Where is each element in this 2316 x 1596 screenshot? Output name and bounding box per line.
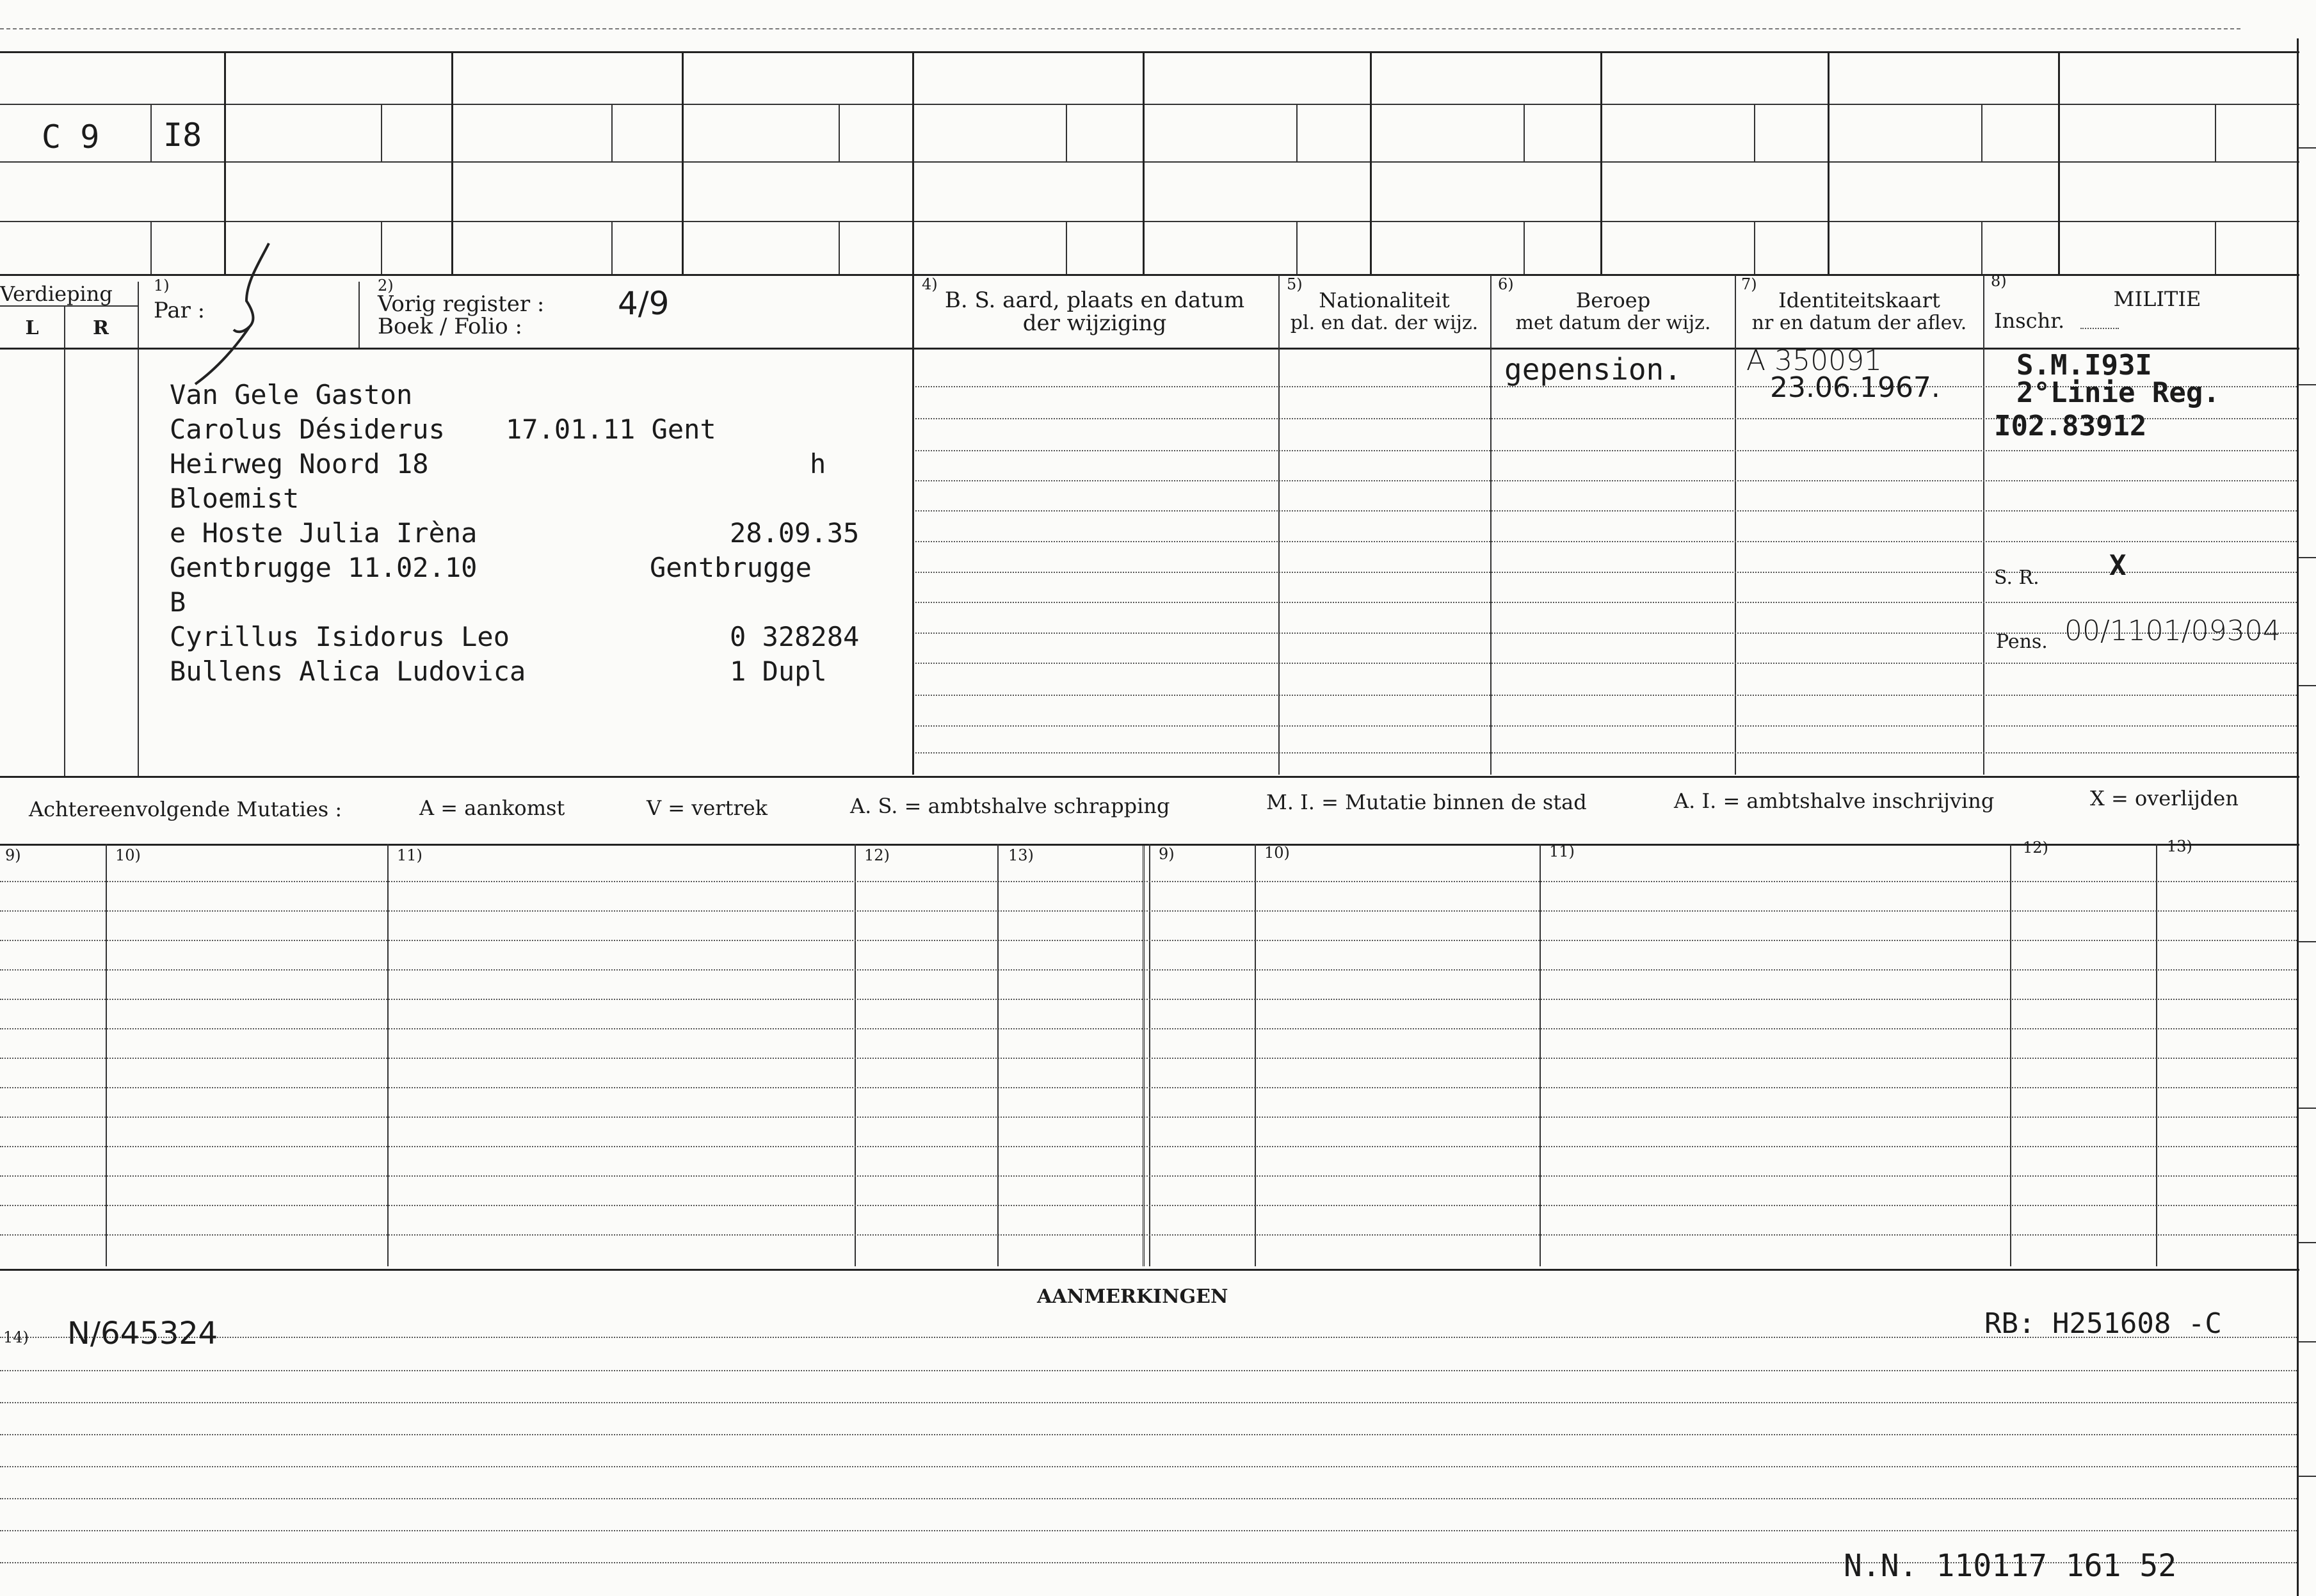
identiteit-header-line1: Identiteitskaart [1778, 288, 1940, 312]
nationaliteit-header-line2: pl. en dat. der wijz. [1290, 312, 1479, 334]
pens-value: 00/1101/09304 [2064, 615, 2281, 647]
marriage-place: Gentbrugge [650, 552, 812, 583]
reference-number: 0 328284 [730, 621, 860, 652]
person-birth-date-place: 17.01.11 Gent [506, 414, 716, 445]
verdieping-header: Verdieping [0, 282, 113, 306]
duplicate-note: 1 Dupl [730, 656, 827, 687]
mutation-col-9-left: 9) [5, 846, 21, 864]
legend-aankomst: A = aankomst [419, 796, 565, 820]
right-edge-ticks [2298, 0, 2316, 1596]
col-7-number: 7) [1741, 275, 1757, 293]
person-occupation: Bloemist [170, 483, 300, 514]
top-code-a: C 9 [42, 118, 100, 156]
militie-line3: I02.83912 [1994, 410, 2147, 442]
identiteit-header-line2: nr en datum der aflev. [1751, 312, 1967, 334]
rb-code: RB: H251608 -C [1984, 1307, 2222, 1340]
top-grid [0, 0, 2316, 275]
legend-vertrek: V = vertrek [647, 796, 768, 820]
aanmerkingen-rules [0, 1319, 2298, 1588]
aanmerkingen-title: AANMERKINGEN [1037, 1286, 1228, 1308]
marriage-date: 28.09.35 [730, 517, 860, 549]
legend-inschrijving: A. I. = ambtshalve inschrijving [1674, 789, 1995, 813]
national-number: N.N. 110117 161 52 [1844, 1548, 2177, 1584]
father-name: Cyrillus Isidorus Leo [170, 621, 510, 652]
mutation-col-10-right: 10) [1264, 844, 1290, 862]
inschr-label: Inschr. [1994, 309, 2065, 333]
spouse-name: e Hoste Julia Irèna [170, 517, 478, 549]
person-letter: B [170, 586, 186, 618]
legend-mutatie: M. I. = Mutatie binnen de stad [1266, 790, 1587, 814]
person-marker: h [810, 448, 826, 480]
mutation-col-10-left: 10) [115, 846, 141, 864]
mother-name: Bullens Alica Ludovica [170, 656, 526, 687]
nn-code: N/645324 [67, 1316, 218, 1351]
col-5-number: 5) [1287, 275, 1303, 293]
mutation-col-12-right: 12) [2023, 839, 2048, 857]
top-code-b: I8 [163, 117, 202, 154]
nationaliteit-header-line1: Nationaliteit [1319, 288, 1450, 312]
col-14-number: 14) [3, 1328, 29, 1346]
spouse-birth: Gentbrugge 11.02.10 [170, 552, 478, 583]
mutation-col-11-left: 11) [397, 846, 422, 864]
person-address: Heirweg Noord 18 [170, 448, 429, 480]
person-name: Van Gele Gaston [170, 379, 413, 410]
col-2-number: 2) [378, 277, 394, 294]
id-card-number: A 350091 [1746, 344, 1883, 377]
par-label: Par : [154, 298, 205, 323]
boek-folio-label: Boek / Folio : [378, 314, 522, 339]
mutation-col-12-left: 12) [864, 846, 890, 864]
person-given-names: Carolus Désiderus [170, 414, 445, 445]
mutation-col-11-right: 11) [1549, 842, 1575, 860]
floor-r-header: R [93, 317, 109, 339]
col-1-number: 1) [154, 277, 170, 294]
mutation-table [0, 844, 2316, 1273]
col-8-number: 8) [1991, 272, 2007, 290]
militie-line2: 2°Linie Reg. [2016, 376, 2220, 409]
mutation-col-13-left: 13) [1008, 846, 1034, 864]
id-card-date: 23.06.1967. [1770, 371, 1940, 404]
sr-label: S. R. [1994, 567, 2039, 589]
militie-line1: S.M.I93I [2016, 349, 2152, 382]
bs-header-line2: der wijziging [1022, 310, 1167, 336]
sr-value: X [2109, 549, 2127, 582]
col-6-number: 6) [1498, 275, 1514, 293]
mutation-col-9-right: 9) [1159, 845, 1175, 863]
vorig-register-label: Vorig register : [378, 291, 545, 317]
mutation-col-13-right: 13) [2167, 837, 2192, 855]
vorig-register-value: 4/9 [618, 285, 670, 322]
bs-header-line1: B. S. aard, plaats en datum [944, 287, 1245, 313]
beroep-header-line1: Beroep [1575, 288, 1651, 312]
floor-l-header: L [25, 317, 39, 339]
col-4-number: 4) [922, 275, 938, 293]
beroep-value: gepension. [1504, 352, 1682, 387]
legend-overlijden: X = overlijden [2090, 786, 2239, 810]
beroep-header-line2: met datum der wijz. [1515, 312, 1711, 334]
legend-schrapping: A. S. = ambtshalve schrapping [850, 794, 1170, 818]
militie-header: MILITIE [2113, 287, 2201, 311]
pens-label: Pens. [1996, 631, 2048, 653]
legend-title: Achtereenvolgende Mutaties : [29, 797, 342, 821]
